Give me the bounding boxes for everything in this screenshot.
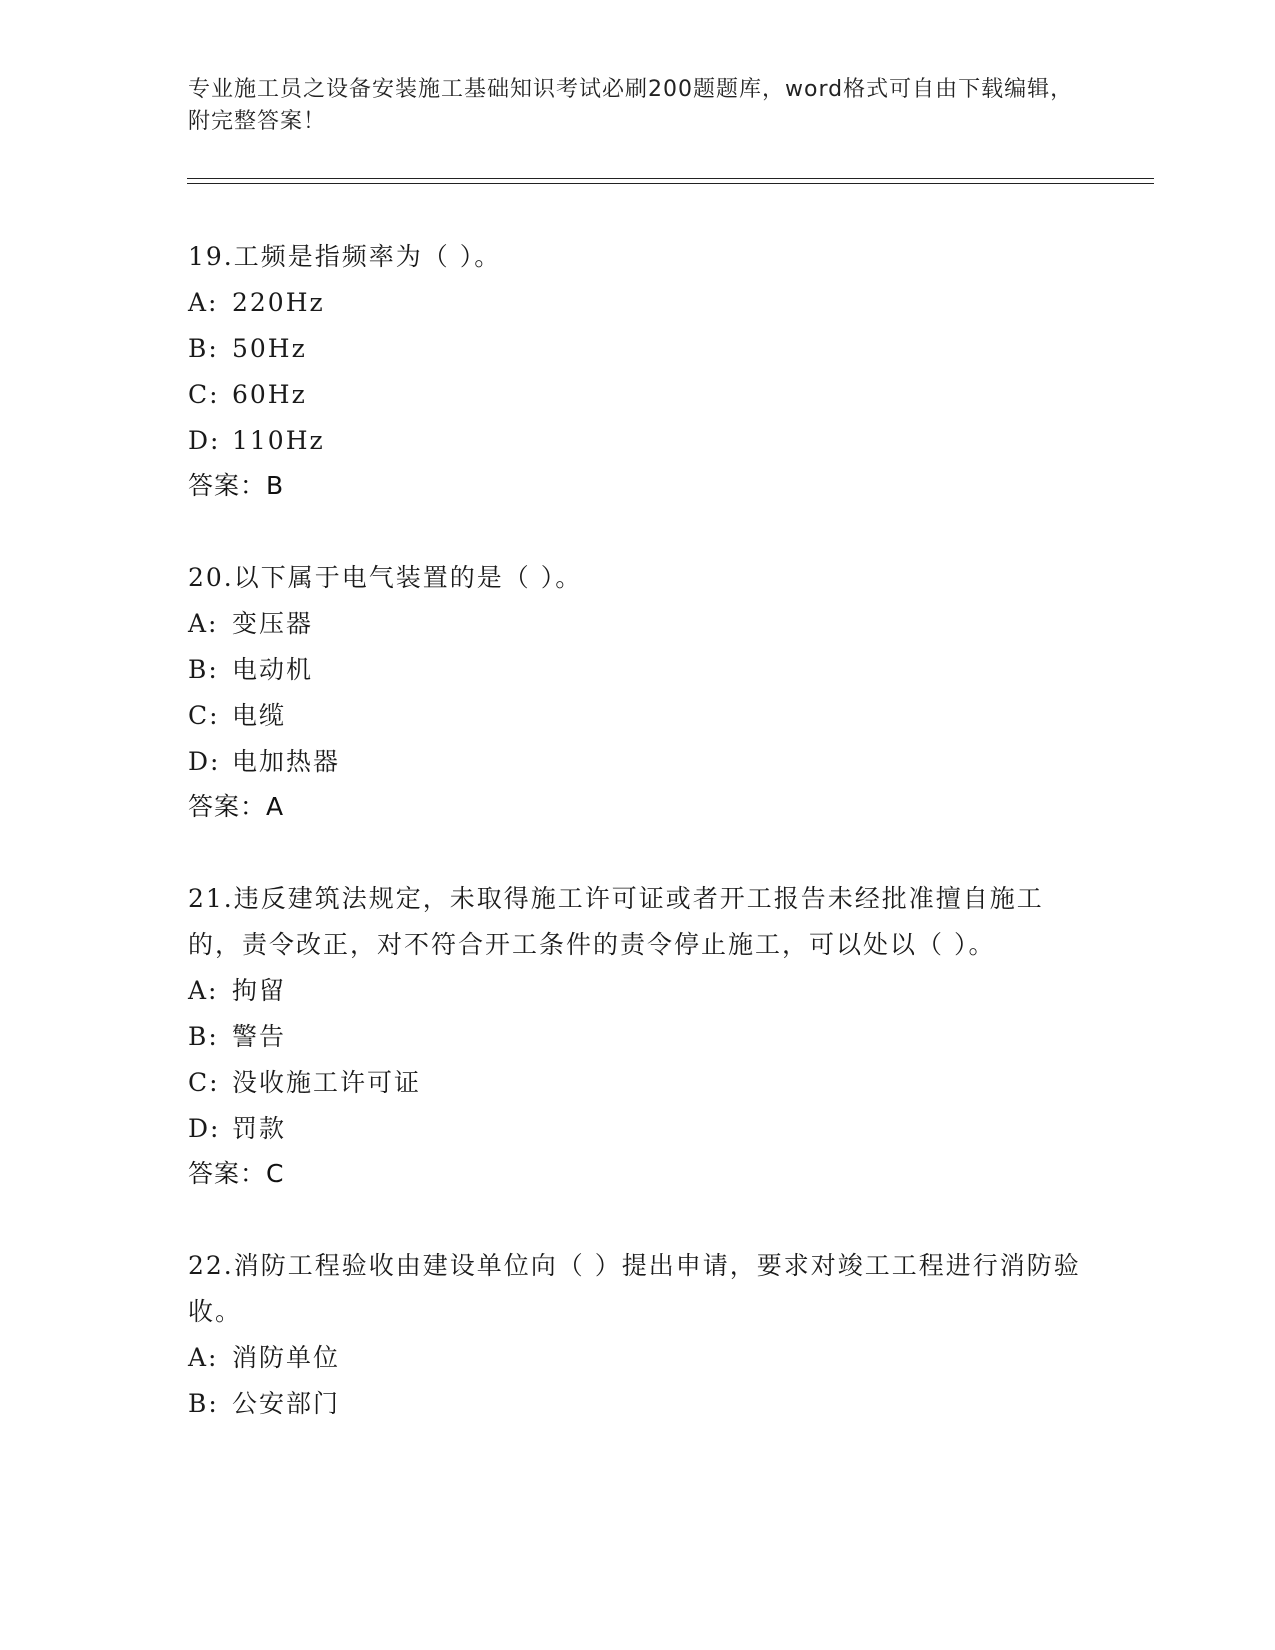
question-list	[188, 234, 1088, 1474]
option-text: 消防单位	[232, 1343, 341, 1372]
option-label: C:	[188, 1068, 220, 1097]
option-c	[188, 372, 1088, 418]
question-stem: 19.工频是指频率为（ ）。	[188, 242, 502, 271]
option-label: B:	[188, 1389, 219, 1418]
option-label: D:	[188, 426, 221, 455]
option-text: 电动机	[232, 655, 314, 684]
option-label: A:	[188, 609, 219, 638]
option-text: 公安部门	[232, 1389, 341, 1418]
option-d	[188, 1106, 1088, 1152]
option-label: D:	[188, 747, 221, 776]
option-label: A:	[188, 1343, 219, 1372]
option-text: 50Hz	[232, 334, 307, 363]
header-divider-bottom	[187, 183, 1154, 184]
question-21	[188, 876, 1088, 1196]
option-a	[188, 601, 1088, 647]
option-label: A:	[188, 976, 219, 1005]
answer-line: 答案：C	[188, 1159, 285, 1188]
question-19	[188, 234, 1088, 508]
question-stem: 22.消防工程验收由建设单位向（ ）提出申请，要求对竣工工程进行消防验收。	[188, 1251, 1081, 1326]
option-label: A:	[188, 288, 219, 317]
option-text: 变压器	[232, 609, 314, 638]
option-c	[188, 693, 1088, 739]
option-text: 60Hz	[232, 380, 307, 409]
option-label: C:	[188, 380, 220, 409]
option-d	[188, 739, 1088, 785]
option-text: 拘留	[232, 976, 287, 1005]
option-label: D:	[188, 1114, 221, 1143]
option-text: 电缆	[232, 701, 287, 730]
question-20	[188, 555, 1088, 829]
option-a	[188, 1335, 1088, 1381]
option-a	[188, 968, 1088, 1014]
option-text: 110Hz	[232, 426, 325, 455]
option-b	[188, 1014, 1088, 1060]
question-stem: 21.违反建筑法规定，未取得施工许可证或者开工报告未经批准擅自施工的，责令改正，对不符合开工条件的责令停止施工，可以处以（ ）。	[188, 884, 1044, 959]
question-stem: 20.以下属于电气装置的是（ ）。	[188, 563, 583, 592]
option-text: 警告	[232, 1022, 287, 1051]
option-text: 220Hz	[232, 288, 325, 317]
option-label: C:	[188, 701, 220, 730]
option-label: B:	[188, 655, 219, 684]
document-header: 专业施工员之设备安装施工基础知识考试必刷200题题库，word格式可自由下载编辑，附完整答案！	[188, 77, 1074, 134]
question-22	[188, 1243, 1088, 1427]
answer-line: 答案：B	[188, 471, 285, 500]
option-d	[188, 418, 1088, 464]
option-b	[188, 647, 1088, 693]
option-b	[188, 326, 1088, 372]
option-c	[188, 1060, 1088, 1106]
option-label: B:	[188, 1022, 219, 1051]
option-text: 电加热器	[232, 747, 341, 776]
option-text: 没收施工许可证	[232, 1068, 422, 1097]
option-b	[188, 1381, 1088, 1427]
option-label: B:	[188, 334, 219, 363]
answer-line: 答案：A	[188, 792, 285, 821]
option-text: 罚款	[232, 1114, 287, 1143]
option-a	[188, 280, 1088, 326]
header-divider-top	[187, 178, 1154, 179]
